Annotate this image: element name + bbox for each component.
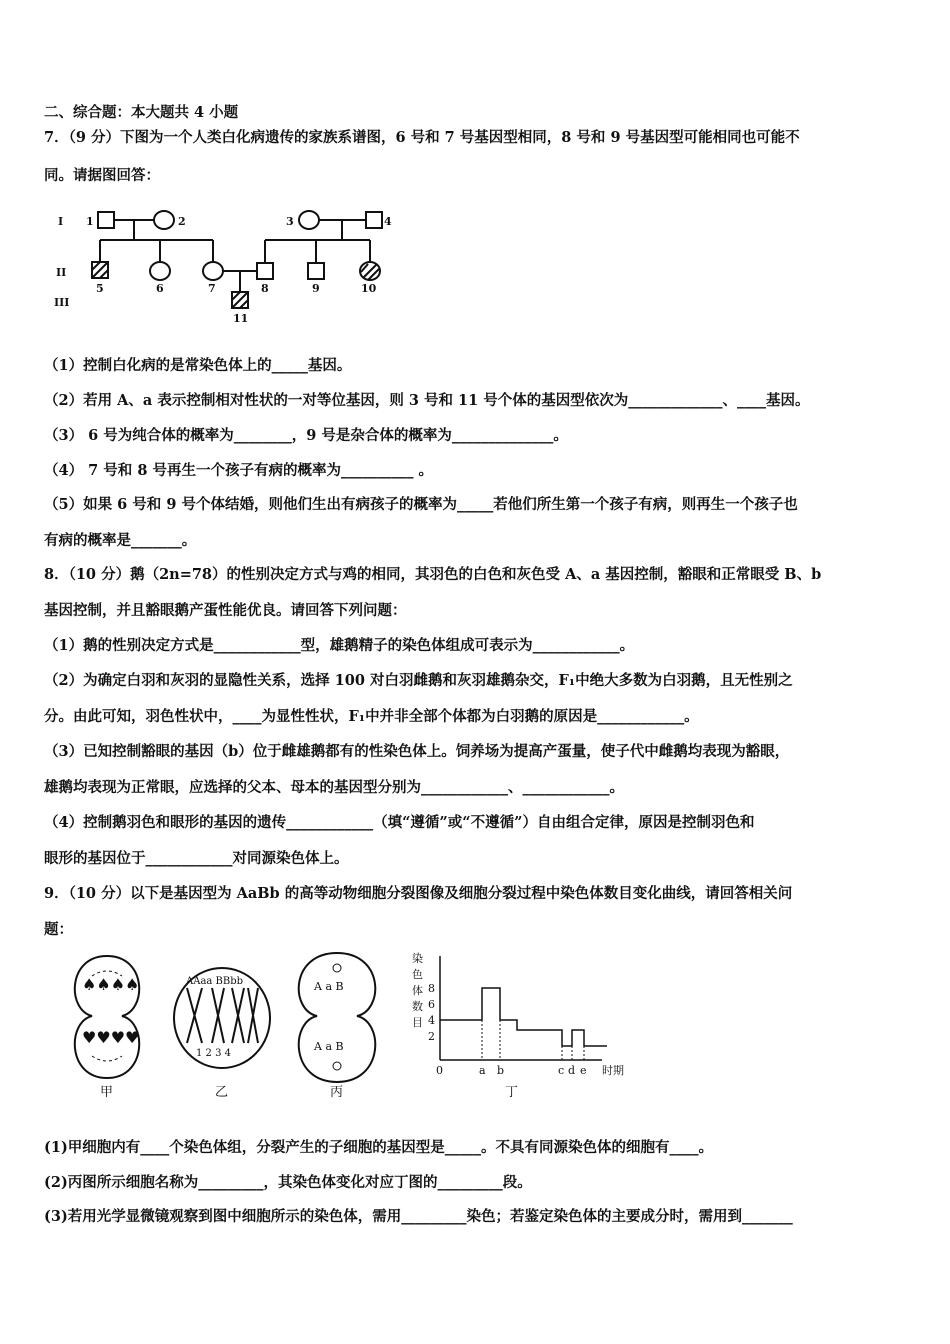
jia-bottom-chromosomes: ♥♥♥♥ bbox=[82, 1028, 140, 1047]
q9-sub1: (1)甲细胞内有____个染色体组，分裂产生的子细胞的基因型是_____。不具有同源染色体的细胞有____。 bbox=[44, 1139, 714, 1156]
q8-sub4-line2: 眼形的基因位于____________对同源染色体上。 bbox=[44, 850, 349, 867]
q9-stem-line1: 9．（10 分）以下是基因型为 AaBb 的高等动物细胞分裂图像及细胞分裂过程中染色体数目变化曲线，请回答相关问 bbox=[44, 885, 793, 902]
xtick-b: b bbox=[497, 1064, 505, 1077]
jia-top-chromosomes: ♠♠♠♠ bbox=[82, 975, 140, 994]
q7-sub4: （4） 7 号和 8 号再生一个孩子有病的概率为__________ 。 bbox=[44, 462, 434, 479]
id-10: 10 bbox=[361, 282, 377, 295]
individual-9-male bbox=[308, 263, 324, 279]
label-bing: 丙 bbox=[330, 1085, 344, 1100]
label-ding: 丁 bbox=[505, 1085, 519, 1100]
ylabel-char-4: 数 bbox=[412, 1000, 423, 1013]
q7-sub3: （3） 6 号为纯合体的概率为________，9 号是杂合体的概率为______________。 bbox=[44, 427, 568, 444]
gen-label-II: II bbox=[56, 266, 67, 279]
q9-stem-line2: 题： bbox=[44, 921, 73, 938]
id-5: 5 bbox=[96, 282, 104, 295]
q8-sub4-line1: （4）控制鹅羽色和眼形的基因的遗传____________（填“遵循”或“不遵循”）自由组合定律，原因是控制羽色和 bbox=[44, 814, 755, 831]
ytick-6: 6 bbox=[428, 998, 435, 1011]
q8-sub3-line1: （3）已知控制豁眼的基因（b）位于雌雄鹅都有的性染色体上。饲养场为提高产蛋量，使子代中雌鹅均表现为豁眼， bbox=[44, 743, 790, 760]
q7-sub5-line2: 有病的概率是_______。 bbox=[44, 532, 197, 549]
q8-sub2-line2: 分。由此可知，羽色性状中，____为显性性状，F₁中并非全部个体都为白羽鹅的原因是____________。 bbox=[44, 708, 699, 725]
bing-top-genes: A a B bbox=[314, 980, 344, 993]
q8-stem-line2: 基因控制，并且豁眼鹅产蛋性能优良。请回答下列问题： bbox=[44, 602, 407, 619]
q7-sub5-line1: （5）如果 6 号和 9 号个体结婚，则他们生出有病孩子的概率为_____若他们所生第一个孩子有病，则再生一个孩子也 bbox=[44, 496, 798, 513]
ytick-4: 4 bbox=[428, 1014, 435, 1027]
id-11: 11 bbox=[233, 312, 249, 325]
individual-7-female bbox=[203, 262, 223, 280]
q8-sub2-line1: （2）为确定白羽和灰羽的显隐性关系，选择 100 对白羽雌鹅和灰羽雄鹅杂交，F₁中绝大多数为白羽鹅，且无性别之 bbox=[44, 672, 793, 689]
ylabel-char-1: 染 bbox=[412, 952, 423, 965]
q7-stem-line2: 同。请据图回答： bbox=[44, 167, 160, 184]
q8-sub1: （1）鹅的性别决定方式是____________型，雄鹅精子的染色体组成可表示为____________。 bbox=[44, 637, 635, 654]
xtick-e: e bbox=[580, 1064, 587, 1077]
section-title: 二、综合题：本大题共 4 小题 bbox=[44, 104, 239, 121]
cell-bing bbox=[299, 953, 376, 1082]
id-3: 3 bbox=[286, 215, 294, 228]
ylabel-char-3: 体 bbox=[412, 984, 423, 997]
gen-label-III: III bbox=[54, 296, 70, 309]
bing-bottom-genes: A a B bbox=[314, 1040, 344, 1053]
individual-4-male bbox=[366, 212, 382, 228]
id-8: 8 bbox=[261, 282, 269, 295]
label-yi: 乙 bbox=[215, 1085, 229, 1100]
cell-division-figure bbox=[62, 948, 642, 1108]
yi-chromosome-numbers: 1 2 3 4 bbox=[196, 1048, 231, 1059]
ylabel-char-5: 目 bbox=[412, 1016, 423, 1029]
xtick-c: c bbox=[558, 1064, 565, 1077]
gen-label-I: I bbox=[58, 215, 64, 228]
ytick-8: 8 bbox=[428, 982, 435, 995]
origin-label: 0 bbox=[436, 1064, 443, 1077]
q7-stem-line1: 7．（9 分）下图为一个人类白化病遗传的家族系谱图，6 号和 7 号基因型相同，8 号和 9 号基因型可能相同也可能不 bbox=[44, 129, 800, 146]
individual-8-male bbox=[257, 263, 273, 279]
xtick-d: d bbox=[568, 1064, 576, 1077]
individual-1-male bbox=[98, 212, 114, 228]
id-1: 1 bbox=[86, 215, 94, 228]
q9-sub2: (2)丙图所示细胞名称为_________，其染色体变化对应丁图的_________段。 bbox=[44, 1174, 532, 1191]
label-jia: 甲 bbox=[100, 1085, 114, 1100]
q8-stem-line1: 8．（10 分）鹅（2n=78）的性别决定方式与鸡的相同，其羽色的白色和灰色受 A、a 基因控制，豁眼和正常眼受 B、b bbox=[44, 566, 822, 583]
ytick-2: 2 bbox=[428, 1030, 435, 1043]
chromosome-curve bbox=[440, 988, 607, 1046]
xtick-a: a bbox=[479, 1064, 486, 1077]
xlabel: 时期 bbox=[602, 1064, 624, 1077]
id-9: 9 bbox=[312, 282, 320, 295]
id-4: 4 bbox=[384, 215, 392, 228]
q8-sub3-line2: 雄鹅均表现为正常眼，应选择的父本、母本的基因型分别为____________、____________。 bbox=[44, 779, 624, 796]
individual-6-female bbox=[150, 262, 170, 280]
id-2: 2 bbox=[178, 215, 186, 228]
individual-3-female bbox=[299, 211, 319, 229]
individual-2-female bbox=[154, 211, 174, 229]
id-6: 6 bbox=[156, 282, 164, 295]
q7-sub1: （1）控制白化病的是常染色体上的_____基因。 bbox=[44, 357, 352, 374]
ylabel-char-2: 色 bbox=[412, 968, 423, 981]
id-7: 7 bbox=[208, 282, 216, 295]
chromosome-graph bbox=[440, 956, 607, 1060]
pedigree-chart bbox=[50, 200, 410, 330]
yi-gene-labels: AAaa BBbb bbox=[186, 976, 244, 987]
q7-sub2: （2）若用 A、a 表示控制相对性状的一对等位基因，则 3 号和 11 号个体的基因型依次为_____________、____基因。 bbox=[44, 392, 810, 409]
q9-sub3: (3)若用光学显微镜观察到图中细胞所示的染色体，需用_________染色；若鉴定染色体的主要成分时，需用到_______ bbox=[44, 1208, 793, 1225]
